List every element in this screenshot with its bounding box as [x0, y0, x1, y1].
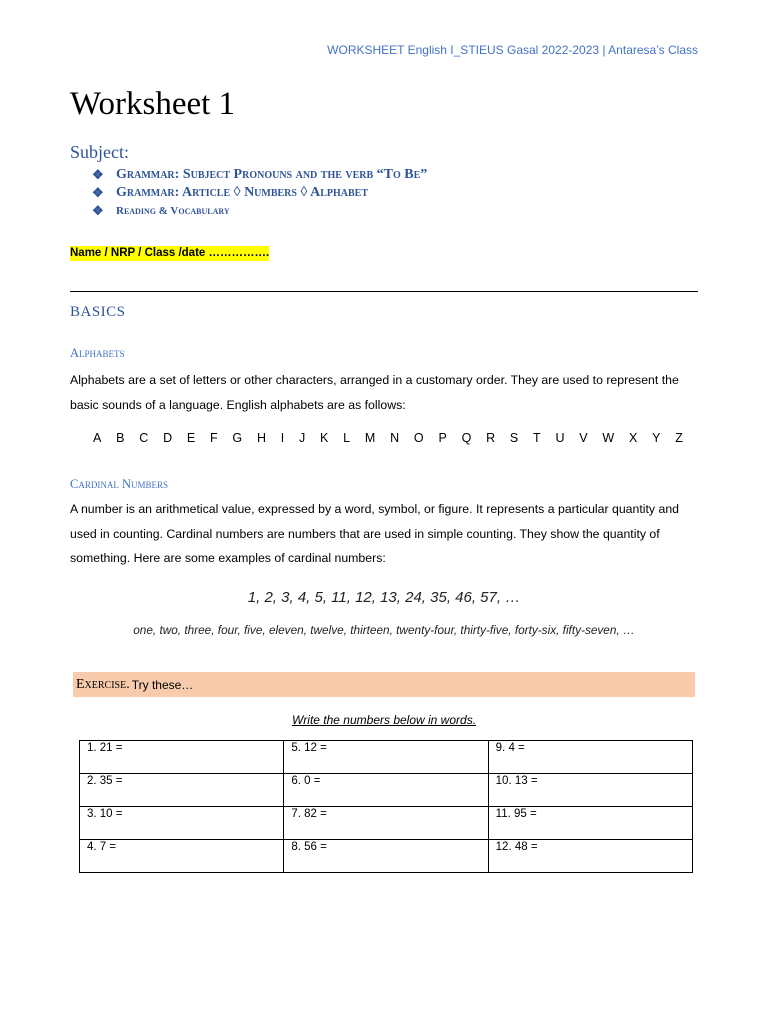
alphabet-letter: E	[186, 431, 196, 445]
alphabet-letter: H	[256, 431, 266, 445]
alphabet-letter: I	[280, 431, 285, 445]
alphabet-letter: G	[232, 431, 243, 445]
alphabet-letter: N	[390, 431, 400, 445]
section-title-basics: BASICS	[70, 304, 126, 320]
alphabets-paragraph: Alphabets are a set of letters or other characters, arranged in a customary order. They are used to represent the basic sounds of a language. English alphabets are as follows:	[70, 373, 679, 412]
alphabet-letter: O	[413, 431, 424, 445]
table-row	[80, 840, 693, 873]
alphabet-letter: V	[579, 431, 588, 445]
alphabet-letter: L	[343, 431, 351, 445]
alphabet-letter: R	[486, 431, 496, 445]
table-cell: 11. 95 =	[488, 807, 692, 840]
exercise-subtitle: Try these…	[131, 677, 194, 692]
cardinal-numbers-paragraph: A number is an arithmetical value, expressed by a word, symbol, or figure. It represents a particular quantity and used in counting. Cardinal numbers are numbers that are used in simple counting. They show the quantity of something. Here are some examples of cardinal numbers:	[70, 502, 679, 565]
running-header: WORKSHEET English I_STIEUS Gasal 2022-2023 | Antaresa’s Class	[327, 43, 698, 57]
table-cell: 5. 12 =	[284, 741, 488, 774]
table-cell: 9. 4 =	[488, 741, 692, 774]
diamond-bullet-icon: ❖	[92, 185, 104, 200]
table-row	[80, 741, 693, 774]
alphabet-letter: T	[533, 431, 541, 445]
subject-list	[92, 166, 427, 220]
subject-item	[92, 202, 427, 220]
alphabet-letter: A	[93, 431, 102, 445]
alphabet-letter: W	[602, 431, 615, 445]
subject-item-text: Grammar: Subject Pronouns and the verb “To Be”	[116, 167, 428, 182]
alphabet-letter: K	[320, 431, 329, 445]
diamond-bullet-icon: ❖	[92, 203, 104, 218]
alphabet-letter: Z	[675, 431, 683, 445]
exercise-table	[79, 740, 693, 873]
subject-item	[92, 166, 427, 184]
horizontal-rule	[70, 291, 698, 292]
alphabets-heading: Alphabets	[70, 346, 125, 360]
table-cell: 1. 21 =	[80, 741, 284, 774]
alphabet-letter: F	[210, 431, 218, 445]
alphabet-letter: S	[509, 431, 519, 445]
table-row	[80, 774, 693, 807]
alphabet-letter: D	[163, 431, 173, 445]
cardinal-numbers-examples: 1, 2, 3, 4, 5, 11, 12, 13, 24, 35, 46, 57, …	[247, 589, 521, 606]
alphabet-letter: J	[299, 431, 306, 445]
alphabet-letter: P	[438, 431, 447, 445]
exercise-instruction: Write the numbers below in words.	[291, 713, 477, 727]
alphabet-letter: Q	[461, 431, 472, 445]
cardinal-numbers-heading: Cardinal Numbers	[70, 477, 168, 491]
alphabet-letter: Y	[652, 431, 661, 445]
exercise-banner	[73, 672, 695, 697]
alphabet-letter: U	[555, 431, 565, 445]
table-cell: 7. 82 =	[284, 807, 488, 840]
table-cell: 8. 56 =	[284, 840, 488, 873]
table-cell: 3. 10 =	[80, 807, 284, 840]
alphabet-row	[93, 431, 683, 445]
name-field-line: Name / NRP / Class /date …………….	[70, 247, 270, 259]
table-cell: 10. 13 =	[488, 774, 692, 807]
table-cell: 4. 7 =	[80, 840, 284, 873]
table-cell: 2. 35 =	[80, 774, 284, 807]
subject-item-text: Reading & Vocabulary	[116, 205, 230, 217]
exercise-label: Exercise.	[76, 676, 130, 692]
table-cell: 6. 0 =	[284, 774, 488, 807]
alphabet-letter: B	[116, 431, 125, 445]
alphabet-letter: X	[628, 431, 638, 445]
subject-label: Subject:	[70, 142, 129, 162]
alphabet-letter: C	[139, 431, 149, 445]
subject-item	[92, 184, 427, 202]
subject-item-text: Grammar: Article ◊ Numbers ◊ Alphabet	[116, 185, 369, 200]
table-cell: 12. 48 =	[488, 840, 692, 873]
cardinal-numbers-words: one, two, three, four, five, eleven, twelve, thirteen, twenty-four, thirty-five, forty-six, fifty-seven, …	[133, 623, 635, 637]
alphabet-letter: M	[364, 431, 376, 445]
table-row	[80, 807, 693, 840]
diamond-bullet-icon: ❖	[92, 167, 104, 182]
page-title: Worksheet 1	[70, 86, 236, 122]
